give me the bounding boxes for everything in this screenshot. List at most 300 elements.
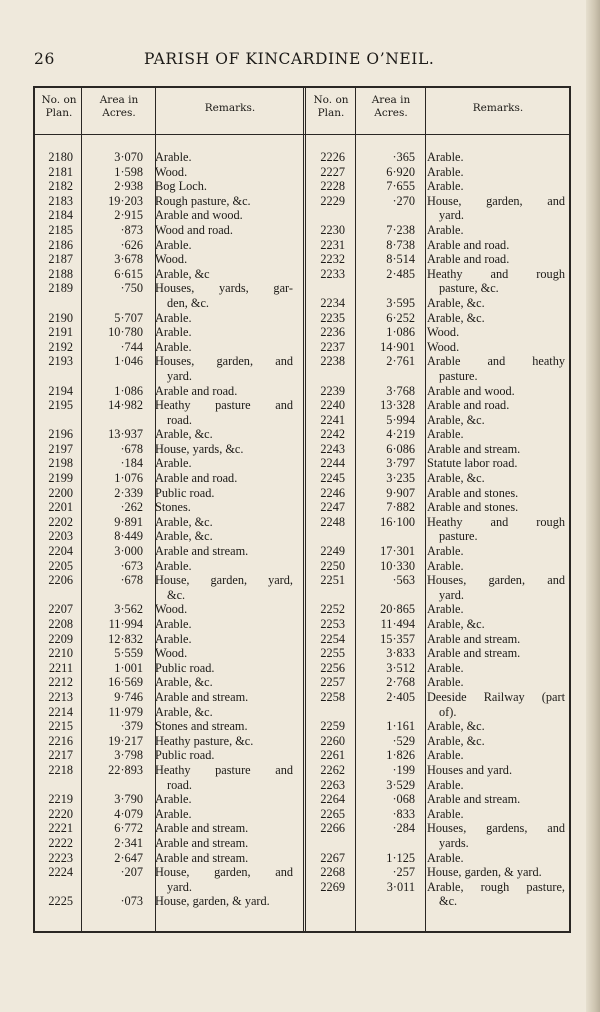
header-no-on-plan-right: No. on Plan. [313,94,349,119]
plan-number: 2222 [48,835,73,850]
plan-number: 2250 [320,558,345,573]
table-row [35,340,303,355]
plan-number: 2196 [48,427,73,442]
table-row [307,573,569,588]
plan-number: 2212 [48,675,73,690]
area-acres: ·270 [392,193,415,208]
remarks-text: Public road. [155,660,215,675]
area-acres: 19·203 [108,193,143,208]
parcel-table [33,86,571,933]
table-row-continuation [307,705,569,720]
remarks-text: Arable. [427,179,464,194]
table-row [307,340,569,355]
plan-number: 2263 [320,777,345,792]
plan-number: 2232 [320,252,345,267]
header-area-right: Area in Acres. [371,94,411,119]
table-row [35,456,303,471]
header-remarks-right: Remarks. [472,102,524,114]
remarks-text: Arable, &c. [427,719,485,734]
plan-number: 2251 [320,573,345,588]
plan-number: 2246 [320,485,345,500]
table-row [35,486,303,501]
table-row [35,851,303,866]
area-acres: 4·219 [386,427,415,442]
table-row [35,150,303,165]
table-row [307,296,569,311]
remarks-text: Arable, &c. [155,514,213,529]
remarks-text: Arable. [155,310,192,325]
remarks-text: House, garden, & yard. [155,894,270,909]
table-row-continuation [307,369,569,384]
area-acres: 2·761 [386,354,415,369]
remarks-text: Arable and wood. [427,383,515,398]
plan-number: 2234 [320,295,345,310]
remarks-text: Arable. [427,675,464,690]
table-row [307,792,569,807]
header-no-on-plan-left: No. on Plan. [41,94,77,119]
remarks-text: Arable. [155,806,192,821]
remarks-text: &c. [167,587,186,602]
plan-number: 2265 [320,806,345,821]
area-acres: 1·598 [114,164,143,179]
table-row [35,252,303,267]
plan-number: 2266 [320,821,345,836]
plan-number: 2199 [48,471,73,486]
area-acres: ·744 [120,339,143,354]
area-acres: ·262 [120,500,143,515]
remarks-text: Arable. [427,544,464,559]
table-row [307,194,569,209]
remarks-text: Bog Loch. [155,179,207,194]
plan-number: 2269 [320,879,345,894]
remarks-text: Stones and stream. [155,719,248,734]
table-row [307,880,569,895]
plan-number: 2242 [320,427,345,442]
header-rule [35,134,569,135]
area-acres: 7·655 [386,179,415,194]
header-area-left: Area in Acres. [99,94,139,119]
table-row [307,617,569,632]
area-acres: 2·938 [114,179,143,194]
table-row [35,559,303,574]
table-row [307,661,569,676]
remarks-text: Heathy pasture, &c. [155,733,254,748]
area-acres: ·833 [392,806,415,821]
remarks-text: Wood. [427,339,460,354]
table-row [35,894,303,909]
remarks-text: road. [167,412,192,427]
remarks-text: Arable and stream. [427,631,521,646]
remarks-text: Houses, gardens, and [427,821,565,836]
remarks-text: Rough pasture, &c. [155,193,251,208]
area-acres: ·673 [120,558,143,573]
plan-number: 2198 [48,456,73,471]
area-acres: 16·100 [380,514,415,529]
plan-number: 2254 [320,631,345,646]
remarks-text: yard. [167,879,192,894]
area-acres: ·873 [120,222,143,237]
area-acres: ·626 [120,237,143,252]
table-row [307,690,569,705]
plan-number: 2183 [48,193,73,208]
table-row [307,238,569,253]
plan-number: 2261 [320,748,345,763]
area-acres: 6·252 [386,310,415,325]
area-acres: 1·086 [114,383,143,398]
table-row-continuation [307,894,569,909]
area-acres: 2·405 [386,689,415,704]
remarks-text: Wood. [155,602,188,617]
area-acres: 6·086 [386,441,415,456]
remarks-text: Heathy and rough [427,514,565,529]
plan-number: 2262 [320,762,345,777]
remarks-text: Arable, rough pasture, [427,879,565,894]
area-acres: 3·797 [386,456,415,471]
remarks-text: Arable. [155,617,192,631]
remarks-text: Arable, &c. [427,733,485,748]
remarks-text: Statute labor road. [427,456,518,471]
area-acres: 1·076 [114,471,143,486]
remarks-text: Arable, &c. [155,675,213,690]
table-row [307,456,569,471]
table-row-continuation [35,413,303,428]
remarks-text: Arable. [155,325,192,340]
remarks-text: Arable. [155,237,192,252]
plan-number: 2224 [48,865,73,880]
area-acres: ·284 [392,821,415,836]
table-row [35,384,303,399]
remarks-text: Houses, yards, gar- [155,281,293,296]
remarks-text: Heathy pasture and [155,762,293,777]
remarks-text: Arable. [155,456,192,471]
remarks-text: Arable. [155,339,192,354]
area-acres: 3·790 [114,792,143,807]
plan-number: 2247 [320,500,345,515]
remarks-text: Arable and road. [155,471,238,486]
table-row [35,208,303,223]
plan-number: 2187 [48,252,73,267]
area-acres: 4·079 [114,806,143,821]
plan-number: 2260 [320,733,345,748]
area-acres: 3·235 [386,471,415,486]
area-acres: 19·217 [108,733,143,748]
table-row [35,748,303,763]
remarks-text: pasture. [439,368,478,383]
table-row [35,763,303,778]
remarks-text: &c. [439,894,458,909]
area-acres: 22·893 [108,762,143,777]
area-acres: ·750 [120,281,143,296]
remarks-text: Heathy pasture and [155,398,293,413]
plan-number: 2184 [48,208,73,223]
plan-number: 2241 [320,412,345,427]
table-row [307,427,569,442]
area-acres: 2·768 [386,675,415,690]
remarks-text: road. [167,777,192,792]
area-acres: 3·512 [386,660,415,675]
remarks-text: Arable and road. [427,252,510,267]
area-acres: 6·772 [114,821,143,836]
table-row [35,354,303,369]
plan-number: 2216 [48,733,73,748]
plan-number: 2203 [48,529,73,544]
remarks-text: Arable and stream. [155,850,249,865]
remarks-text: Houses, garden, and [155,354,293,369]
remarks-text: Arable. [427,150,464,164]
table-row [307,865,569,880]
remarks-text: Arable. [155,150,192,164]
plan-number: 2197 [48,441,73,456]
remarks-text: Houses and yard. [427,762,513,777]
table-row [35,515,303,530]
remarks-text: Arable, &c. [427,412,485,427]
remarks-text: Wood. [155,252,188,267]
remarks-text: Arable and stream. [155,544,249,559]
area-acres: 6·615 [114,266,143,281]
area-acres: 1·161 [386,719,415,734]
area-acres: 15·357 [380,631,415,646]
remarks-text: Arable, &c [155,266,210,281]
area-acres: 2·339 [114,485,143,500]
area-acres: 8·449 [114,529,143,544]
area-acres: ·073 [120,894,143,909]
plan-number: 2239 [320,383,345,398]
plan-number: 2220 [48,806,73,821]
right-column-rows [307,150,569,909]
plan-number: 2258 [320,689,345,704]
plan-number: 2253 [320,617,345,631]
area-acres: 8·738 [386,237,415,252]
area-acres: 11·979 [108,704,143,719]
table-row [307,486,569,501]
area-acres: ·184 [120,456,143,471]
plan-number: 2204 [48,544,73,559]
table-row [35,661,303,676]
table-row [35,544,303,559]
table-row [35,165,303,180]
area-acres: 9·907 [386,485,415,500]
plan-number: 2230 [320,222,345,237]
area-acres: ·257 [392,865,415,880]
remarks-text: Arable and road. [155,383,238,398]
table-row [307,471,569,486]
page-header [34,50,564,72]
remarks-text: Deeside Railway (part [427,689,565,704]
plan-number: 2268 [320,865,345,880]
area-acres: 3·562 [114,602,143,617]
table-row [307,165,569,180]
table-row [307,354,569,369]
plan-number: 2237 [320,339,345,354]
remarks-text: Arable and stones. [427,500,519,515]
area-acres: 14·982 [108,398,143,413]
table-row [307,179,569,194]
plan-number: 2235 [320,310,345,325]
table-row [307,778,569,793]
remarks-text: Arable, &c. [155,427,213,442]
page-title: PARISH OF KINCARDINE O’NEIL. [144,50,435,68]
plan-number: 2190 [48,310,73,325]
page-number: 26 [34,50,55,68]
plan-number: 2206 [48,573,73,588]
table-row [35,646,303,661]
remarks-text: Public road. [155,485,215,500]
area-acres: 2·341 [114,835,143,850]
plan-number: 2226 [320,150,345,164]
table-row [307,748,569,763]
plan-number: 2192 [48,339,73,354]
plan-number: 2236 [320,325,345,340]
remarks-text: House, garden, and [155,865,293,880]
plan-number: 2256 [320,660,345,675]
table-row [35,281,303,296]
remarks-text: Arable and stream. [155,689,249,704]
area-acres: 12·832 [108,631,143,646]
area-acres: 20·865 [380,602,415,617]
plan-number: 2249 [320,544,345,559]
remarks-text: Arable, &c. [427,471,485,486]
area-acres: 11·494 [380,617,415,631]
plan-number: 2259 [320,719,345,734]
plan-number: 2219 [48,792,73,807]
plan-number: 2257 [320,675,345,690]
area-acres: 16·569 [108,675,143,690]
remarks-text: Arable. [155,631,192,646]
plan-number: 2207 [48,602,73,617]
remarks-text: Wood. [427,325,460,340]
table-row [307,398,569,413]
remarks-text: Arable and wood. [155,208,243,223]
plan-number: 2180 [48,150,73,164]
area-acres: ·068 [392,792,415,807]
page-edge [586,0,600,1012]
area-acres: 9·746 [114,689,143,704]
area-acres: 2·485 [386,266,415,281]
table-row [35,617,303,632]
plan-number: 2244 [320,456,345,471]
table-row [35,602,303,617]
table-row [307,719,569,734]
table-row-continuation [35,588,303,603]
table-row [307,851,569,866]
table-row [35,792,303,807]
plan-number: 2240 [320,398,345,413]
remarks-text: Wood. [155,646,188,661]
table-row-continuation [307,836,569,851]
area-acres: 3·798 [114,748,143,763]
table-row [35,675,303,690]
area-acres: 3·678 [114,252,143,267]
table-row [35,442,303,457]
area-acres: 2·915 [114,208,143,223]
remarks-text: Houses, garden, and [427,573,565,588]
plan-number: 2245 [320,471,345,486]
plan-number: 2185 [48,222,73,237]
remarks-text: Arable and stream. [155,835,249,850]
area-acres: 8·514 [386,252,415,267]
table-row-continuation [35,778,303,793]
table-row [35,500,303,515]
remarks-text: Arable. [427,850,464,865]
remarks-text: Arable, &c. [427,617,485,631]
table-row [307,311,569,326]
area-acres: ·199 [392,762,415,777]
plan-number: 2182 [48,179,73,194]
table-row [307,384,569,399]
area-acres: 1·125 [386,850,415,865]
plan-number: 2194 [48,383,73,398]
remarks-text: of). [439,704,457,719]
table-row [307,675,569,690]
table-row [307,223,569,238]
table-row [35,690,303,705]
table-row-continuation [307,208,569,223]
area-acres: 17·301 [380,544,415,559]
area-acres: 6·920 [386,164,415,179]
remarks-text: Arable and heathy [427,354,565,369]
plan-number: 2221 [48,821,73,836]
area-acres: 3·000 [114,544,143,559]
plan-number: 2238 [320,354,345,369]
area-acres: 9·891 [114,514,143,529]
table-row [35,267,303,282]
plan-number: 2228 [320,179,345,194]
table-row [307,602,569,617]
area-acres: 1·826 [386,748,415,763]
plan-number: 2248 [320,514,345,529]
table-row-continuation [307,588,569,603]
table-row-continuation [35,880,303,895]
table-row [307,413,569,428]
remarks-text: Arable and road. [427,398,510,413]
area-acres: 5·994 [386,412,415,427]
area-acres: ·207 [120,865,143,880]
table-row [307,252,569,267]
remarks-text: Arable. [427,602,464,617]
table-row [307,821,569,836]
table-row [35,836,303,851]
area-acres: 13·937 [108,427,143,442]
remarks-text: Wood. [155,164,188,179]
plan-number: 2217 [48,748,73,763]
table-row-continuation [307,529,569,544]
table-row [307,267,569,282]
table-row [307,544,569,559]
table-row [307,763,569,778]
plan-number: 2233 [320,266,345,281]
area-acres: 5·559 [114,646,143,661]
left-column-rows [35,150,303,909]
plan-number: 2255 [320,646,345,661]
remarks-text: Arable, &c. [155,529,213,544]
area-acres: ·529 [392,733,415,748]
area-acres: 10·780 [108,325,143,340]
table-row [35,632,303,647]
table-row [307,325,569,340]
table-row [307,515,569,530]
table-row [35,325,303,340]
plan-number: 2188 [48,266,73,281]
plan-number: 2189 [48,281,73,296]
remarks-text: Arable. [427,748,464,763]
area-acres: ·678 [120,573,143,588]
table-row-continuation [35,369,303,384]
table-row [35,471,303,486]
plan-number: 2208 [48,617,73,631]
remarks-text: Arable and stream. [427,441,521,456]
table-row [307,442,569,457]
area-acres: ·563 [392,573,415,588]
